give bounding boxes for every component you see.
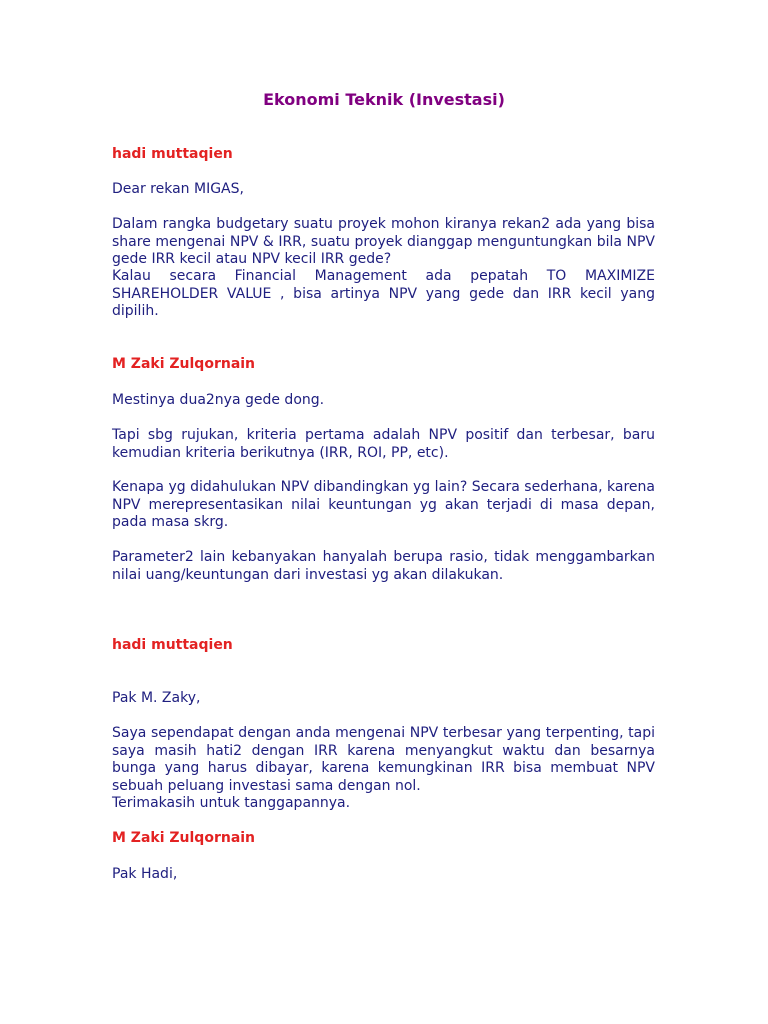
post-author: hadi muttaqien <box>112 146 233 162</box>
post-paragraph: Tapi sbg rujukan, kriteria pertama adalah NPV positif dan terbesar, baru kemudian kriteria berikutnya (IRR, ROI, PP, etc). <box>112 427 655 461</box>
post-paragraph: Dalam rangka budgetary suatu proyek mohon kiranya rekan2 ada yang bisa share mengenai NPV & IRR, suatu proyek dianggap menguntungkan bila NPV gede IRR kecil atau NPV kecil IRR gede? <box>112 216 655 267</box>
post-paragraph: Pak Hadi, <box>112 866 178 882</box>
document-title: Ekonomi Teknik (Investasi) <box>263 90 505 109</box>
post-paragraph: Kalau secara Financial Management ada pepatah TO MAXIMIZE SHAREHOLDER VALUE , bisa artinya NPV yang gede dan IRR kecil yang dipilih. <box>112 268 655 319</box>
post-paragraph: Mestinya dua2nya gede dong. <box>112 392 325 408</box>
post-paragraph: Pak M. Zaky, <box>112 690 201 706</box>
post-author: hadi muttaqien <box>112 637 233 653</box>
post-author: M Zaki Zulqornain <box>112 356 256 372</box>
post-paragraph: Terimakasih untuk tanggapannya. <box>112 795 351 811</box>
post-paragraph: Dear rekan MIGAS, <box>112 181 244 197</box>
post-author: M Zaki Zulqornain <box>112 830 256 846</box>
post-paragraph: Parameter2 lain kebanyakan hanyalah berupa rasio, tidak menggambarkan nilai uang/keuntungan dari investasi yg akan dilakukan. <box>112 549 655 583</box>
post-paragraph: Kenapa yg didahulukan NPV dibandingkan yg lain? Secara sederhana, karena NPV merepresentasikan nilai keuntungan yg akan terjadi di masa depan, pada masa skrg. <box>112 479 655 530</box>
post-paragraph: Saya sependapat dengan anda mengenai NPV terbesar yang terpenting, tapi saya masih hati2 dengan IRR karena menyangkut waktu dan besarnya bunga yang harus dibayar, karena kemungkinan IRR bisa membuat NPV sebuah peluang investasi sama dengan nol. <box>112 725 655 794</box>
